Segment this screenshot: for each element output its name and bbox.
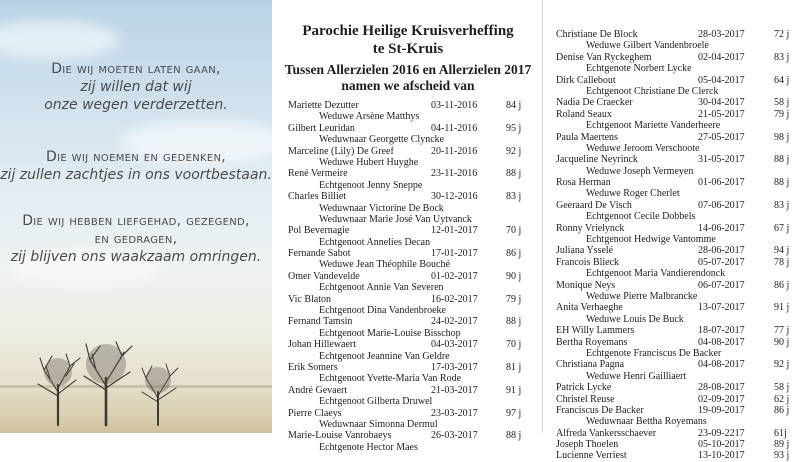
deceased-name: Marceline (Lily) De Greef bbox=[288, 145, 394, 157]
deceased-name: Johan Hillewaert bbox=[288, 339, 357, 351]
age-at-death: 92 j bbox=[774, 359, 790, 371]
relation-row bbox=[288, 157, 528, 168]
age-at-death: 83 j bbox=[774, 51, 790, 63]
relation-row bbox=[288, 442, 528, 453]
entry-row bbox=[288, 316, 528, 327]
relation-note: Weduwe Louis De Buck bbox=[586, 313, 684, 325]
deceased-name: Pierre Claeys bbox=[288, 407, 342, 419]
age-at-death: 86 j bbox=[774, 279, 790, 291]
relation-note: Weduwnaar Bettha Royemans bbox=[586, 416, 707, 428]
death-date: 20-11-2016 bbox=[431, 145, 478, 157]
relation-row bbox=[556, 416, 796, 427]
relation-note: Echtgenote Norbert Lycke bbox=[586, 63, 692, 75]
death-date: 23-09-2217 bbox=[698, 427, 745, 439]
subtitle-line: namen we afscheid van bbox=[341, 78, 475, 93]
entry-row bbox=[288, 191, 528, 202]
relation-note: Echtgenoot Jeannine Van Geldre bbox=[319, 350, 450, 362]
entry-row bbox=[556, 359, 796, 370]
entry-row bbox=[556, 223, 796, 234]
death-date: 07-06-2017 bbox=[698, 199, 745, 211]
deceased-name: Monique Neys bbox=[556, 279, 616, 291]
entry-row bbox=[556, 200, 796, 211]
relation-note: Echtgenote Hector Maes bbox=[319, 441, 418, 453]
relation-row bbox=[556, 314, 796, 325]
relation-row bbox=[288, 180, 528, 191]
relation-row bbox=[288, 328, 528, 339]
death-date: 30-04-2017 bbox=[698, 97, 745, 109]
age-at-death: 88 j bbox=[506, 168, 522, 180]
age-at-death: 79 j bbox=[774, 108, 790, 120]
age-at-death: 79 j bbox=[506, 293, 522, 305]
entry-row bbox=[288, 385, 528, 396]
age-at-death: 88 j bbox=[506, 316, 522, 328]
entry-row bbox=[288, 123, 528, 134]
relation-row bbox=[556, 63, 796, 74]
deceased-name: Christiane De Block bbox=[556, 29, 638, 40]
entry-row bbox=[288, 294, 528, 305]
death-date: 12-01-2017 bbox=[431, 225, 478, 237]
relation-note: Echtgenote Franciscus De Backer bbox=[586, 347, 722, 359]
relation-row bbox=[288, 203, 528, 214]
relation-row bbox=[556, 371, 796, 382]
poem-line: Die wij noemen en gedenken, bbox=[45, 149, 226, 165]
death-date: 13-10-2017 bbox=[698, 450, 745, 462]
deceased-name: Denise Van Ryckeghem bbox=[556, 51, 652, 63]
poem-line: zij zullen zachtjes in ons voortbestaan. bbox=[0, 167, 272, 183]
deceased-name: Anita Verhaeghe bbox=[556, 302, 623, 314]
header bbox=[280, 0, 536, 100]
death-date: 02-04-2017 bbox=[698, 51, 745, 63]
relation-note: Weduwe Jeroom Verschoote bbox=[586, 142, 700, 154]
entry-row bbox=[556, 177, 796, 188]
deceased-name: Franciscus De Backer bbox=[556, 404, 644, 416]
age-at-death: 91 j bbox=[774, 302, 790, 314]
death-date: 04-08-2017 bbox=[698, 359, 745, 371]
death-date: 04-08-2017 bbox=[698, 336, 745, 348]
relation-row bbox=[556, 86, 796, 97]
poem-stanza-1 bbox=[0, 60, 272, 114]
relation-note: Echtgenoot Dina Vandenbroeke bbox=[319, 305, 446, 317]
relation-row bbox=[556, 188, 796, 199]
relation-row bbox=[556, 211, 796, 222]
age-at-death: 91 j bbox=[506, 384, 522, 396]
memorial-photo bbox=[0, 0, 272, 433]
relation-note: Weduwe Joseph Vermeyen bbox=[586, 165, 694, 177]
entry-row bbox=[556, 132, 796, 143]
deceased-name: Fernande Sabot bbox=[288, 248, 351, 260]
age-at-death: 72 j bbox=[774, 29, 790, 40]
age-at-death: 88 j bbox=[506, 430, 522, 442]
age-at-death: 88 j bbox=[774, 177, 790, 189]
relation-note: Echtgenoot Gilberta Druwel bbox=[319, 396, 433, 408]
deceased-name: Patrick Lycke bbox=[556, 382, 612, 394]
entry-row bbox=[556, 394, 796, 405]
relation-row bbox=[556, 234, 796, 245]
entry-row bbox=[556, 29, 796, 40]
entry-row bbox=[556, 325, 796, 336]
entry-row bbox=[556, 75, 796, 86]
relation-note: Weduwe Hubert Huyghe bbox=[319, 156, 419, 168]
relation-row bbox=[288, 396, 528, 407]
age-at-death: 78 j bbox=[774, 256, 790, 268]
deceased-list-column-1 bbox=[288, 100, 528, 453]
deceased-name: Omer Vandevelde bbox=[288, 270, 360, 282]
deceased-name: Dirk Callebout bbox=[556, 74, 616, 86]
age-at-death: 61j bbox=[774, 427, 787, 439]
relation-row bbox=[288, 134, 528, 145]
age-at-death: 83 j bbox=[506, 191, 522, 203]
poem-stanza-3 bbox=[0, 212, 272, 266]
death-date: 21-05-2017 bbox=[698, 108, 745, 120]
age-at-death: 58 j bbox=[774, 97, 790, 109]
entry-row bbox=[288, 362, 528, 373]
deceased-name: Erik Somers bbox=[288, 361, 338, 373]
relation-row bbox=[556, 348, 796, 359]
death-date: 21-03-2017 bbox=[431, 384, 478, 396]
entry-row bbox=[288, 339, 528, 350]
relation-note: Weduwnaar Simonna Dermul bbox=[319, 418, 438, 430]
death-date: 13-07-2017 bbox=[698, 302, 745, 314]
relation-note: Echtgenoot Hedwige Vantomme bbox=[586, 234, 716, 246]
relation-row bbox=[556, 143, 796, 154]
age-at-death: 70 j bbox=[506, 225, 522, 237]
entry-row bbox=[556, 97, 796, 108]
deceased-name: EH Willy Lammers bbox=[556, 325, 635, 337]
relation-row bbox=[288, 214, 528, 225]
death-date: 24-02-2017 bbox=[431, 316, 478, 328]
poem-line: zij blijven ons waakzaam omringen. bbox=[10, 249, 262, 265]
parish-title bbox=[280, 22, 536, 58]
entry-row bbox=[556, 450, 796, 461]
poem-line: zij willen dat wij bbox=[80, 79, 192, 95]
death-date: 28-06-2017 bbox=[698, 245, 745, 257]
age-at-death: 90 j bbox=[774, 336, 790, 348]
age-at-death: 70 j bbox=[506, 339, 522, 351]
relation-note: Echtgenoot Mariette Vanderheere bbox=[586, 120, 721, 132]
entry-row bbox=[556, 302, 796, 313]
deceased-name: René Vermeire bbox=[288, 168, 348, 180]
poem-stanza-2 bbox=[0, 148, 272, 184]
deceased-name: Paula Maertens bbox=[556, 131, 618, 143]
relation-note: Weduwe Roger Cherlet bbox=[586, 188, 680, 200]
column-divider bbox=[542, 0, 543, 433]
age-at-death: 84 j bbox=[506, 100, 522, 111]
death-date: 06-07-2017 bbox=[698, 279, 745, 291]
relation-note: Echtgenoot Annie Van Severen bbox=[319, 282, 444, 294]
age-at-death: 93 j bbox=[774, 450, 790, 462]
death-date: 04-03-2017 bbox=[431, 339, 478, 351]
relation-note: Echtgenoot Christiane De Clerck bbox=[586, 85, 719, 97]
death-date: 01-02-2017 bbox=[431, 270, 478, 282]
age-at-death: 95 j bbox=[506, 122, 522, 134]
death-date: 30-12-2016 bbox=[431, 191, 478, 203]
entry-row bbox=[288, 146, 528, 157]
deceased-name: Vic Blaton bbox=[288, 293, 332, 305]
relation-row bbox=[288, 351, 528, 362]
age-at-death: 90 j bbox=[506, 270, 522, 282]
age-at-death: 58 j bbox=[774, 382, 790, 394]
deceased-name: Francois Blieck bbox=[556, 256, 620, 268]
death-date: 18-07-2017 bbox=[698, 325, 745, 337]
relation-note: Echtgenoot Cecile Dobbels bbox=[586, 211, 696, 223]
relation-row bbox=[556, 268, 796, 279]
death-date: 04-11-2016 bbox=[431, 122, 478, 134]
entry-row bbox=[288, 271, 528, 282]
deceased-name: Christiana Pagna bbox=[556, 359, 625, 371]
entry-row bbox=[288, 168, 528, 179]
deceased-name: Geeraard De Visch bbox=[556, 199, 632, 211]
age-at-death: 67 j bbox=[774, 222, 790, 234]
poem-line: onze wegen verderzetten. bbox=[44, 97, 228, 113]
death-date: 17-03-2017 bbox=[431, 361, 478, 373]
death-date: 14-06-2017 bbox=[698, 222, 745, 234]
poem-line: Die wij hebben liefgehad, gezegend, bbox=[22, 213, 250, 229]
relation-note: Echtgenoot Maria Vandierendonck bbox=[586, 268, 726, 280]
death-date: 05-04-2017 bbox=[698, 74, 745, 86]
deceased-list-column-2 bbox=[556, 29, 796, 462]
death-date: 16-02-2017 bbox=[431, 293, 478, 305]
deceased-name: Juliana Ysselé bbox=[556, 245, 614, 257]
deceased-name: Lucienne Verriest bbox=[556, 450, 627, 462]
relation-row bbox=[556, 120, 796, 131]
death-date: 26-03-2017 bbox=[431, 430, 478, 442]
deceased-name: André Gevaert bbox=[288, 384, 348, 396]
age-at-death: 77 j bbox=[774, 325, 790, 337]
death-date: 23-11-2016 bbox=[431, 168, 478, 180]
death-date: 05-07-2017 bbox=[698, 256, 745, 268]
parish-title-line: te St-Kruis bbox=[372, 41, 444, 57]
entry-row bbox=[288, 408, 528, 419]
age-at-death: 83 j bbox=[774, 199, 790, 211]
age-at-death: 81 j bbox=[506, 361, 522, 373]
relation-note: Weduwe Jean Théophile Bouché bbox=[319, 259, 450, 271]
deceased-name: Charles Billiet bbox=[288, 191, 347, 203]
deceased-name: Gilbert Leuridan bbox=[288, 122, 355, 134]
age-at-death: 86 j bbox=[506, 248, 522, 260]
death-date: 05-10-2017 bbox=[698, 439, 745, 451]
entry-row bbox=[288, 430, 528, 441]
period-subtitle bbox=[280, 62, 536, 94]
relation-note: Weduwnaar Georgette Clyncke bbox=[319, 134, 445, 146]
entry-row bbox=[288, 248, 528, 259]
deceased-name: Rosa Herman bbox=[556, 177, 611, 189]
relation-note: Echtgenoot Marie-Louise Bisschop bbox=[319, 327, 461, 339]
age-at-death: 98 j bbox=[774, 131, 790, 143]
relation-row bbox=[556, 40, 796, 51]
age-at-death: 97 j bbox=[506, 407, 522, 419]
deceased-name: Alfreda Vankersschaever bbox=[556, 427, 657, 439]
age-at-death: 86 j bbox=[774, 404, 790, 416]
death-date: 17-01-2017 bbox=[431, 248, 478, 260]
death-date: 31-05-2017 bbox=[698, 154, 745, 166]
entry-row bbox=[556, 257, 796, 268]
death-date: 28-03-2017 bbox=[698, 29, 745, 40]
deceased-name: Roland Seaux bbox=[556, 108, 612, 120]
deceased-name: Pol Bevernagie bbox=[288, 225, 350, 237]
entry-row bbox=[288, 225, 528, 236]
deceased-name: Marie-Louise Vanrobaeys bbox=[288, 430, 392, 442]
age-at-death: 89 j bbox=[774, 439, 790, 451]
relation-row bbox=[288, 282, 528, 293]
relation-row bbox=[556, 166, 796, 177]
entry-row bbox=[556, 382, 796, 393]
relation-note: Echtgenoot Yvette-Maria Van Rode bbox=[319, 373, 462, 385]
age-at-death: 88 j bbox=[774, 154, 790, 166]
parish-title-line: Parochie Heilige Kruisverheffing bbox=[302, 23, 514, 39]
entry-row bbox=[556, 405, 796, 416]
age-at-death: 64 j bbox=[774, 74, 790, 86]
deceased-name: Ronny Vrielynck bbox=[556, 222, 625, 234]
deceased-name: Joseph Thoelen bbox=[556, 439, 619, 451]
age-at-death: 62 j bbox=[774, 393, 790, 405]
deceased-name: Jacqueline Neyrinck bbox=[556, 154, 638, 166]
relation-note: Weduwe Gilbert Vandenbroele bbox=[586, 40, 709, 52]
relation-row bbox=[288, 111, 528, 122]
relation-note: Weduwe Arsène Matthys bbox=[319, 111, 420, 123]
deceased-name: Bertha Royemans bbox=[556, 336, 628, 348]
death-date: 01-06-2017 bbox=[698, 177, 745, 189]
deceased-name: Fernand Tamsin bbox=[288, 316, 353, 328]
deceased-name: Mariette Dezutter bbox=[288, 100, 359, 111]
relation-row bbox=[288, 237, 528, 248]
relation-row bbox=[288, 373, 528, 384]
cloud bbox=[0, 20, 120, 60]
relation-note: Echtgenoot Jenny Sneppe bbox=[319, 179, 423, 191]
entry-row bbox=[556, 428, 796, 439]
death-date: 27-05-2017 bbox=[698, 131, 745, 143]
death-date: 19-09-2017 bbox=[698, 404, 745, 416]
death-date: 03-11-2016 bbox=[431, 100, 478, 111]
entry-row bbox=[556, 109, 796, 120]
entry-row bbox=[556, 337, 796, 348]
death-date: 28-08-2017 bbox=[698, 382, 745, 394]
relation-row bbox=[288, 419, 528, 430]
relation-row bbox=[556, 291, 796, 302]
relation-row bbox=[288, 305, 528, 316]
deceased-name: Nadia De Craecker bbox=[556, 97, 633, 109]
subtitle-line: Tussen Allerzielen 2016 en Allerzielen 2017 bbox=[284, 62, 532, 77]
relation-note: Echtgenoot Annelies Decan bbox=[319, 236, 431, 248]
entry-row bbox=[556, 52, 796, 63]
entry-row bbox=[556, 439, 796, 450]
age-at-death: 94 j bbox=[774, 245, 790, 257]
relation-row bbox=[288, 259, 528, 270]
relation-note: Weduwe Pierre Malbrancke bbox=[586, 290, 698, 302]
poem-line: Die wij moeten laten gaan, bbox=[51, 61, 221, 77]
death-date: 02-09-2017 bbox=[698, 393, 745, 405]
entry-row bbox=[556, 280, 796, 291]
entry-row bbox=[556, 245, 796, 256]
entry-row bbox=[288, 100, 528, 111]
entry-row bbox=[556, 154, 796, 165]
death-date: 23-03-2017 bbox=[431, 407, 478, 419]
age-at-death: 92 j bbox=[506, 145, 522, 157]
deceased-name: Christel Reuse bbox=[556, 393, 615, 405]
bare-trees-icon bbox=[30, 330, 190, 425]
relation-note: Weduwnaar Victorine De Bock bbox=[319, 202, 444, 214]
relation-note: Weduwe Henri Gailliaert bbox=[586, 370, 687, 382]
poem-line: en gedragen, bbox=[94, 231, 178, 247]
relation-note: Weduwnaar Marie José Van Uytvanck bbox=[319, 213, 472, 225]
